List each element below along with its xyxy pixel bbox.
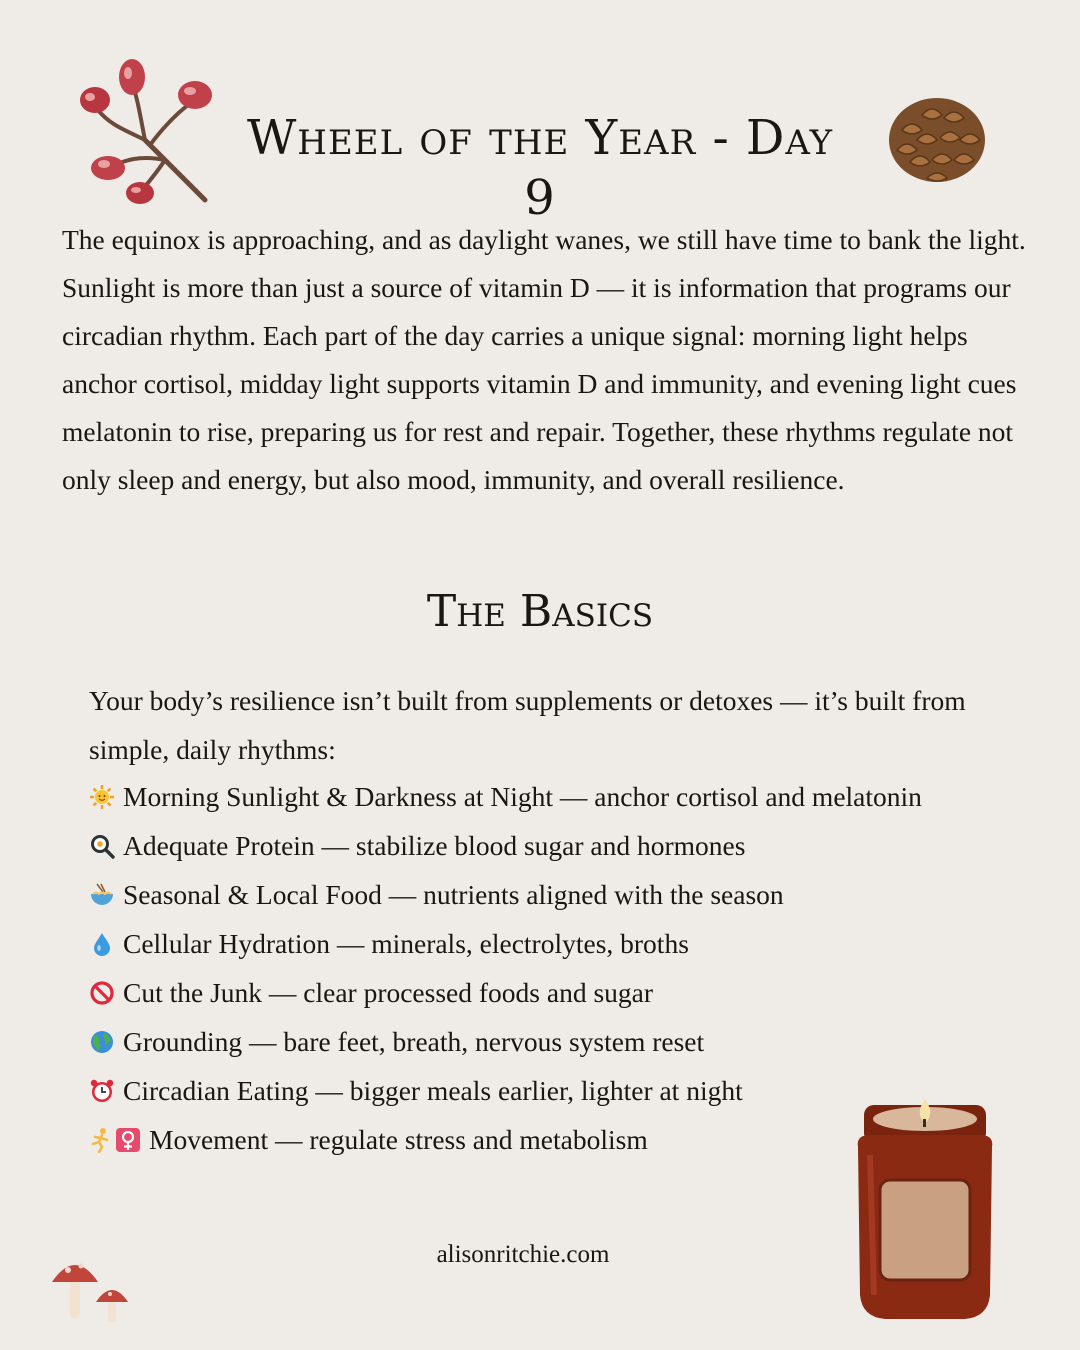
water-drop-icon <box>89 931 115 957</box>
list-item-text: Cut the Junk — clear processed foods and sugar <box>123 977 654 1008</box>
basics-heading: The Basics <box>426 586 654 637</box>
list-item <box>89 1115 989 1164</box>
list-item <box>89 821 989 870</box>
list-item <box>89 870 989 919</box>
list-item-text: Morning Sunlight & Darkness at Night — anchor cortisol and melatonin <box>123 781 922 812</box>
list-item-text: Cellular Hydration — minerals, electrolytes, broths <box>123 928 689 959</box>
prohibited-icon <box>89 980 115 1006</box>
pinecone-illustration <box>882 90 992 190</box>
list-item-text: Grounding — bare feet, breath, nervous system reset <box>123 1026 705 1057</box>
list-item-text: Seasonal & Local Food — nutrients aligned with the season <box>123 879 784 910</box>
running-woman-icon <box>89 1127 141 1153</box>
list-item <box>89 1017 989 1066</box>
intro-paragraph: The equinox is approaching, and as daylight wanes, we still have time to bank the light. Sunlight is more than just a source of vitamin D — it is information that programs our circadian rhythm. Each part of the day carries a unique signal: morning light helps anchor cortisol, midday light supports vitamin D and immunity, and evening light cues melatonin to rise, preparing us for rest and repair. Together, these rhythms regulate not only sleep and energy, but also mood, immunity, and overall resilience. <box>62 224 1026 495</box>
sun-icon <box>89 784 115 810</box>
rosehip-branch-illustration <box>70 55 215 205</box>
list-item-text: Circadian Eating — bigger meals earlier, lighter at night <box>123 1075 743 1106</box>
page-title: Wheel of the Year - Day 9 <box>246 110 834 226</box>
basics-list <box>89 772 989 1164</box>
website-footer: alisonritchie.com <box>436 1241 610 1268</box>
globe-icon <box>89 1029 115 1055</box>
list-item <box>89 772 989 821</box>
list-item-text: Movement — regulate stress and metabolism <box>149 1124 648 1155</box>
list-item-text: Adequate Protein — stabilize blood sugar and hormones <box>123 830 746 861</box>
basics-intro-text: Your body’s resilience isn’t built from supplements or detoxes — it’s built from simple, daily rhythms: <box>89 685 966 765</box>
frying-pan-egg-icon <box>89 833 115 859</box>
list-item <box>89 968 989 1017</box>
list-item <box>89 919 989 968</box>
noodle-bowl-icon <box>89 882 115 908</box>
alarm-clock-icon <box>89 1078 115 1104</box>
list-item <box>89 1066 989 1115</box>
